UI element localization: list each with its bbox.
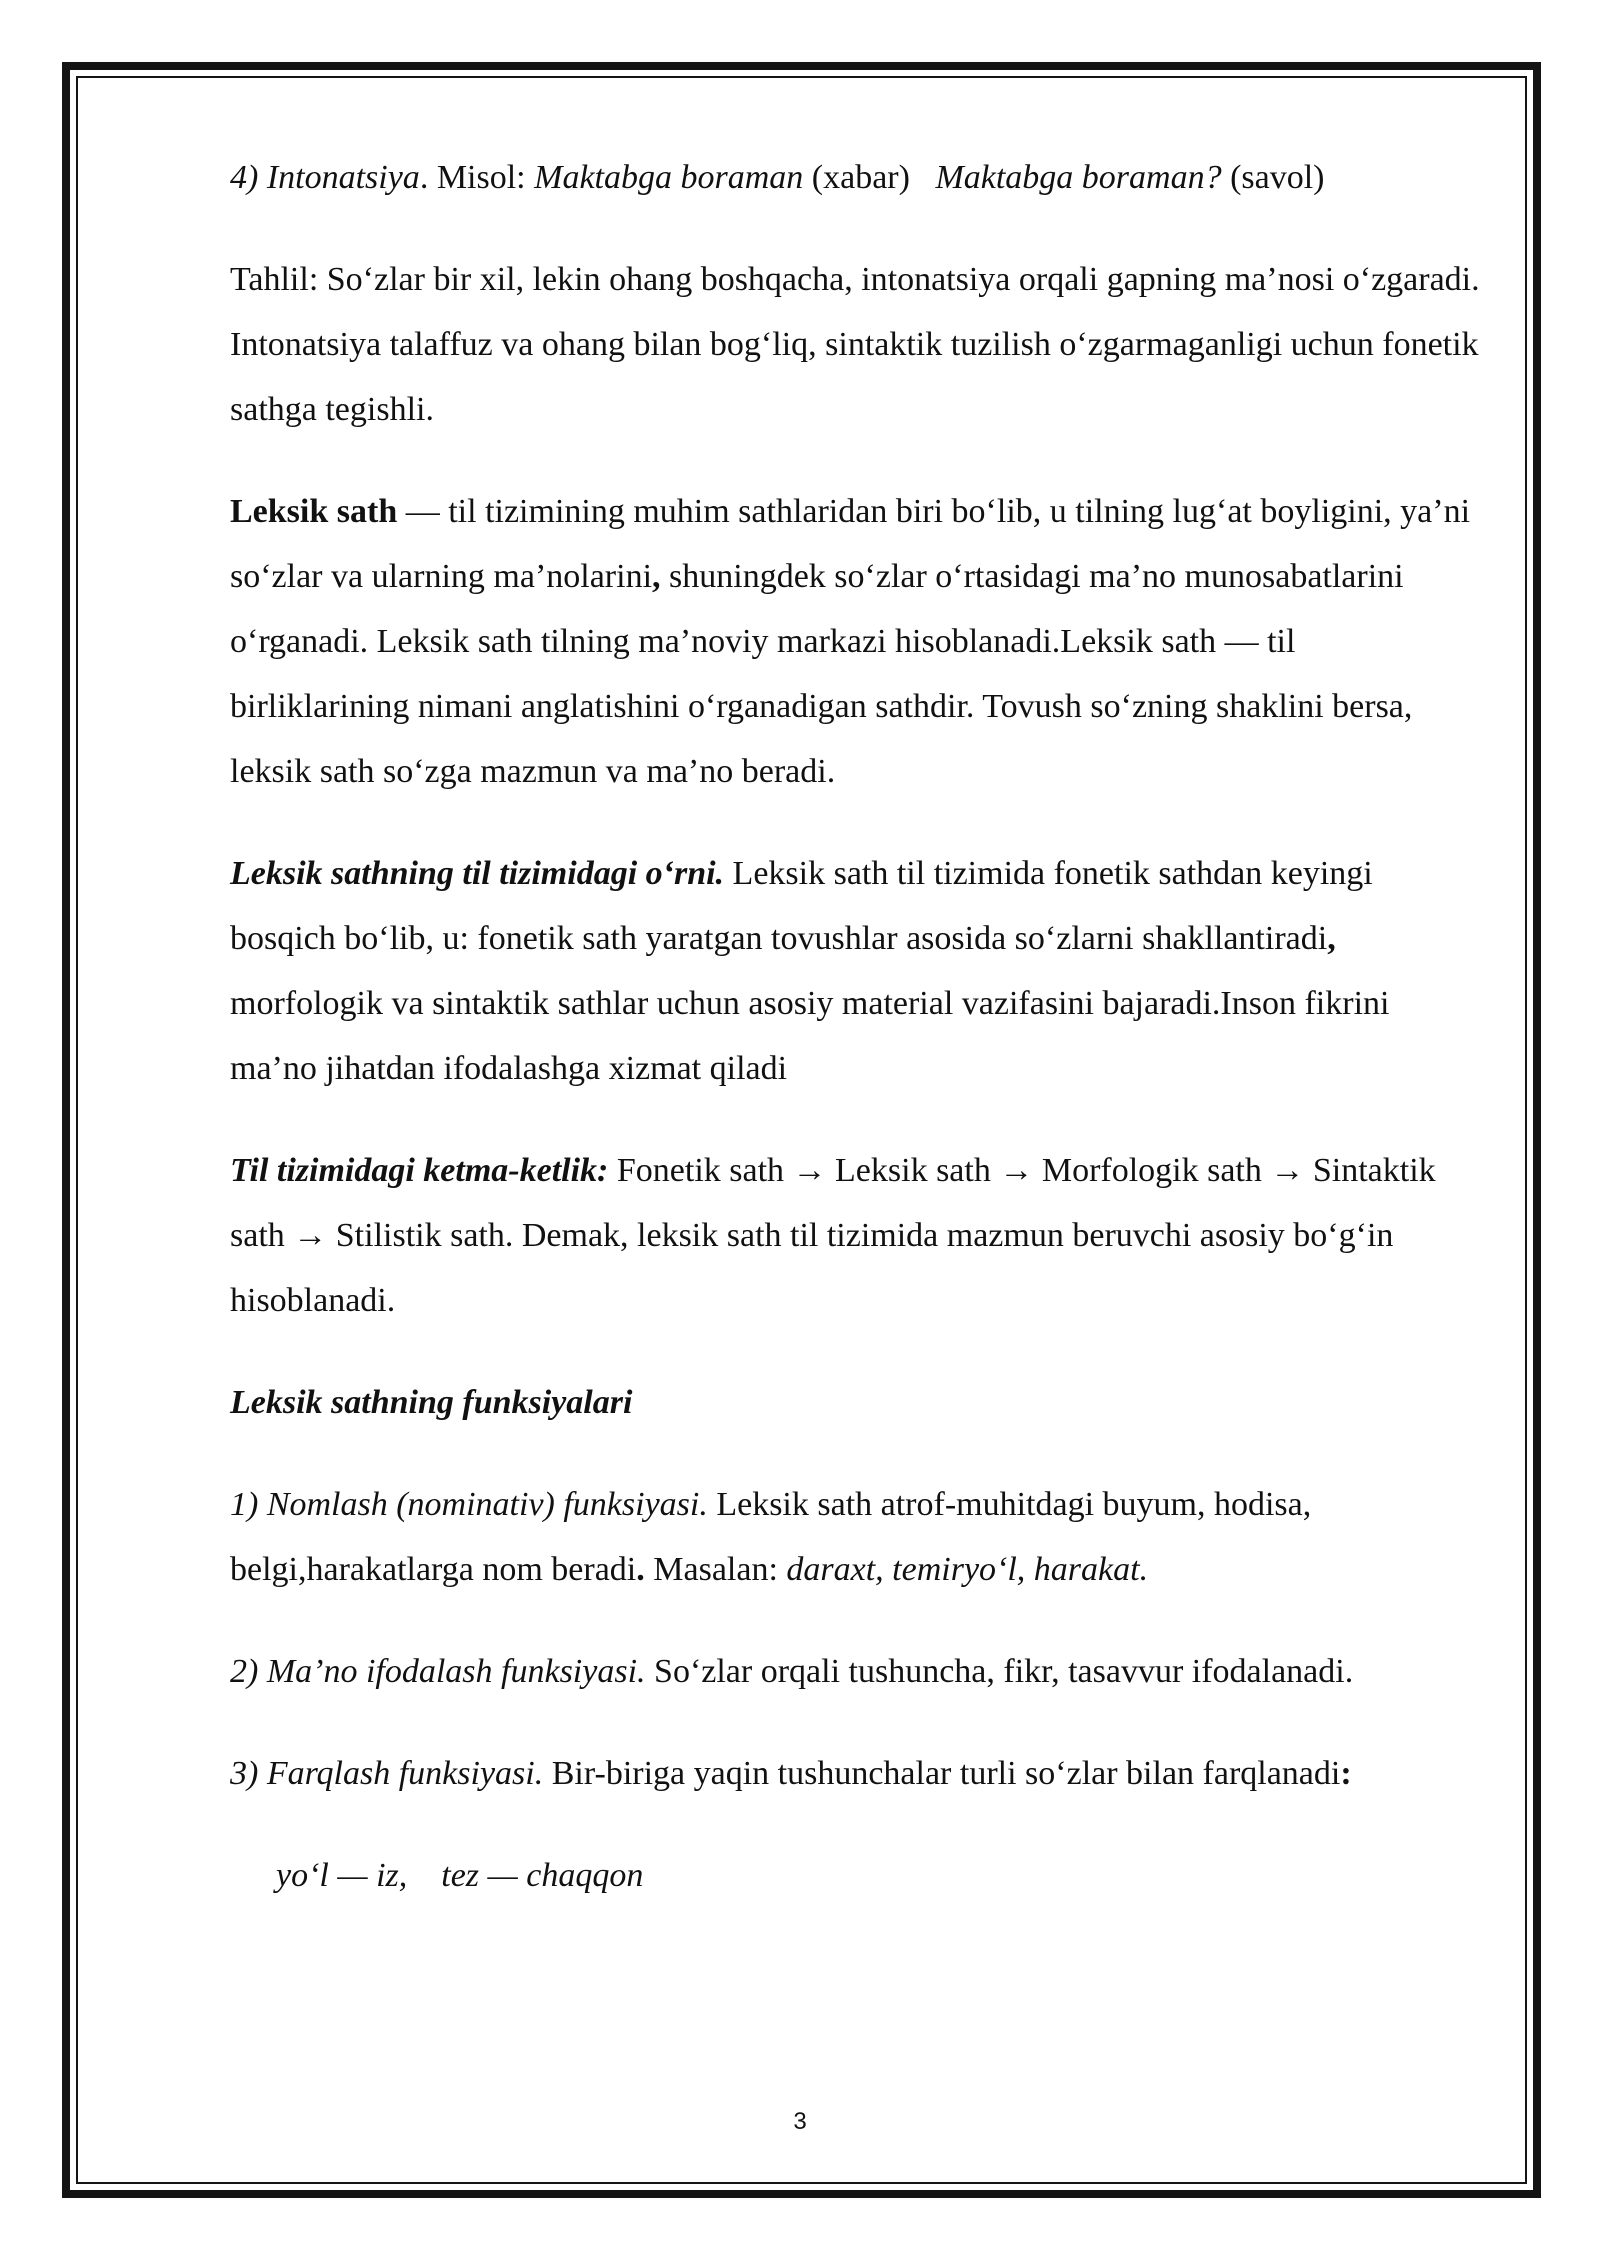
farqlash-text: Bir-biriga yaqin tushunchalar turli so‘zlar bilan farqlanadi	[543, 1755, 1341, 1792]
paragraph-nomlash	[230, 1472, 1480, 1602]
misol-label: . Misol:	[419, 159, 535, 196]
page-number: 3	[793, 2108, 807, 2135]
bold-colon: :	[1340, 1755, 1352, 1792]
paragraph-leksik-orni	[230, 841, 1480, 1101]
heading-ketma-ketlik: Til tizimidagi ketma-ketlik:	[230, 1152, 609, 1189]
bold-comma: ,	[1327, 920, 1336, 957]
paragraph-ketma-ketlik	[230, 1138, 1480, 1333]
intonatsiya-label: 4) Intonatsiya	[230, 159, 420, 196]
ketma-ketlik-text: Fonetik sath → Leksik sath → Morfologik sath → Sintaktik sath → Stilistik sath. Demak, leksik sath til tizimida mazmun beruvchi asosiy bo‘g‘in hisoblanadi.	[230, 1152, 1436, 1319]
farqlash-examples-text: yo‘l — iz, tez — chaqqon	[276, 1857, 644, 1894]
term-leksik-sath: Leksik sath	[230, 493, 398, 530]
leksik-orni-text-1: Leksik sath til tizimida fonetik sathdan keyingi bosqich bo‘lib, u: fonetik sath yaratgan tovushlar asosida so‘zlarni shakllantiradi	[230, 855, 1373, 957]
farqlash-examples	[230, 1843, 1480, 1908]
section-heading-funksiyalari	[230, 1370, 1480, 1435]
heading-funksiyalari: Leksik sathning funksiyalari	[230, 1384, 633, 1421]
nomlash-examples: daraxt, temiryo‘l, harakat.	[786, 1551, 1149, 1588]
leksik-orni-text-2: morfologik va sintaktik sathlar uchun asosiy material vazifasini bajaradi.Inson fikrini ma’no jihatdan ifodalashga xizmat qiladi	[230, 985, 1390, 1087]
example-question-note: (savol)	[1221, 159, 1325, 196]
heading-leksik-orni: Leksik sathning til tizimidagi o‘rni.	[230, 855, 725, 892]
paragraph-tahlil: Tahlil: So‘zlar bir xil, lekin ohang boshqacha, intonatsiya orqali gapning ma’nosi o‘zgaradi. Intonatsiya talaffuz va ohang bilan bog‘liq, sintaktik tuzilish o‘zgarmaganligi uchun fonetik sathga tegishli.	[230, 261, 1480, 428]
masalan-label: Masalan:	[644, 1551, 787, 1588]
paragraph-farqlash	[230, 1741, 1480, 1806]
paragraph-leksik-sath	[230, 479, 1480, 804]
example-question: Maktabga boraman?	[935, 159, 1222, 196]
page-content	[230, 145, 1480, 1908]
paragraph-mano-ifodalash	[230, 1639, 1480, 1704]
nomlash-text: Leksik sath atrof-muhitdagi buyum, hodisa, belgi,harakatlarga nom beradi	[230, 1486, 1312, 1588]
mano-ifodalash-text: So‘zlar orqali tushuncha, fikr, tasavvur ifodalanadi.	[645, 1653, 1354, 1690]
mano-ifodalash-label: 2) Ma’no ifodalash funksiyasi.	[230, 1653, 646, 1690]
example-statement: Maktabga boraman	[534, 159, 804, 196]
nomlash-label: 1) Nomlash (nominativ) funksiyasi.	[230, 1486, 708, 1523]
farqlash-label: 3) Farqlash funksiyasi.	[230, 1755, 544, 1792]
leksik-sath-text-2: shuningdek so‘zlar o‘rtasidagi ma’no munosabatlarini o‘rganadi. Leksik sath tilning ma’noviy markazi hisoblanadi.Leksik sath — til birliklarining nimani anglatishini o‘rganadigan sathdir. Tovush so‘zning shaklini bersa, leksik sath so‘zga mazmun va ma’no beradi.	[230, 558, 1413, 790]
bold-dot: .	[636, 1551, 645, 1588]
paragraph-intonatsiya	[230, 145, 1480, 210]
example-statement-note: (xabar)	[803, 159, 936, 196]
leksik-sath-text-1: — til tizimining muhim sathlaridan biri bo‘lib, u tilning lug‘at boyligini, ya’ni so‘zlar va ularning ma’nolarini	[230, 493, 1471, 595]
bold-comma: ,	[652, 558, 661, 595]
